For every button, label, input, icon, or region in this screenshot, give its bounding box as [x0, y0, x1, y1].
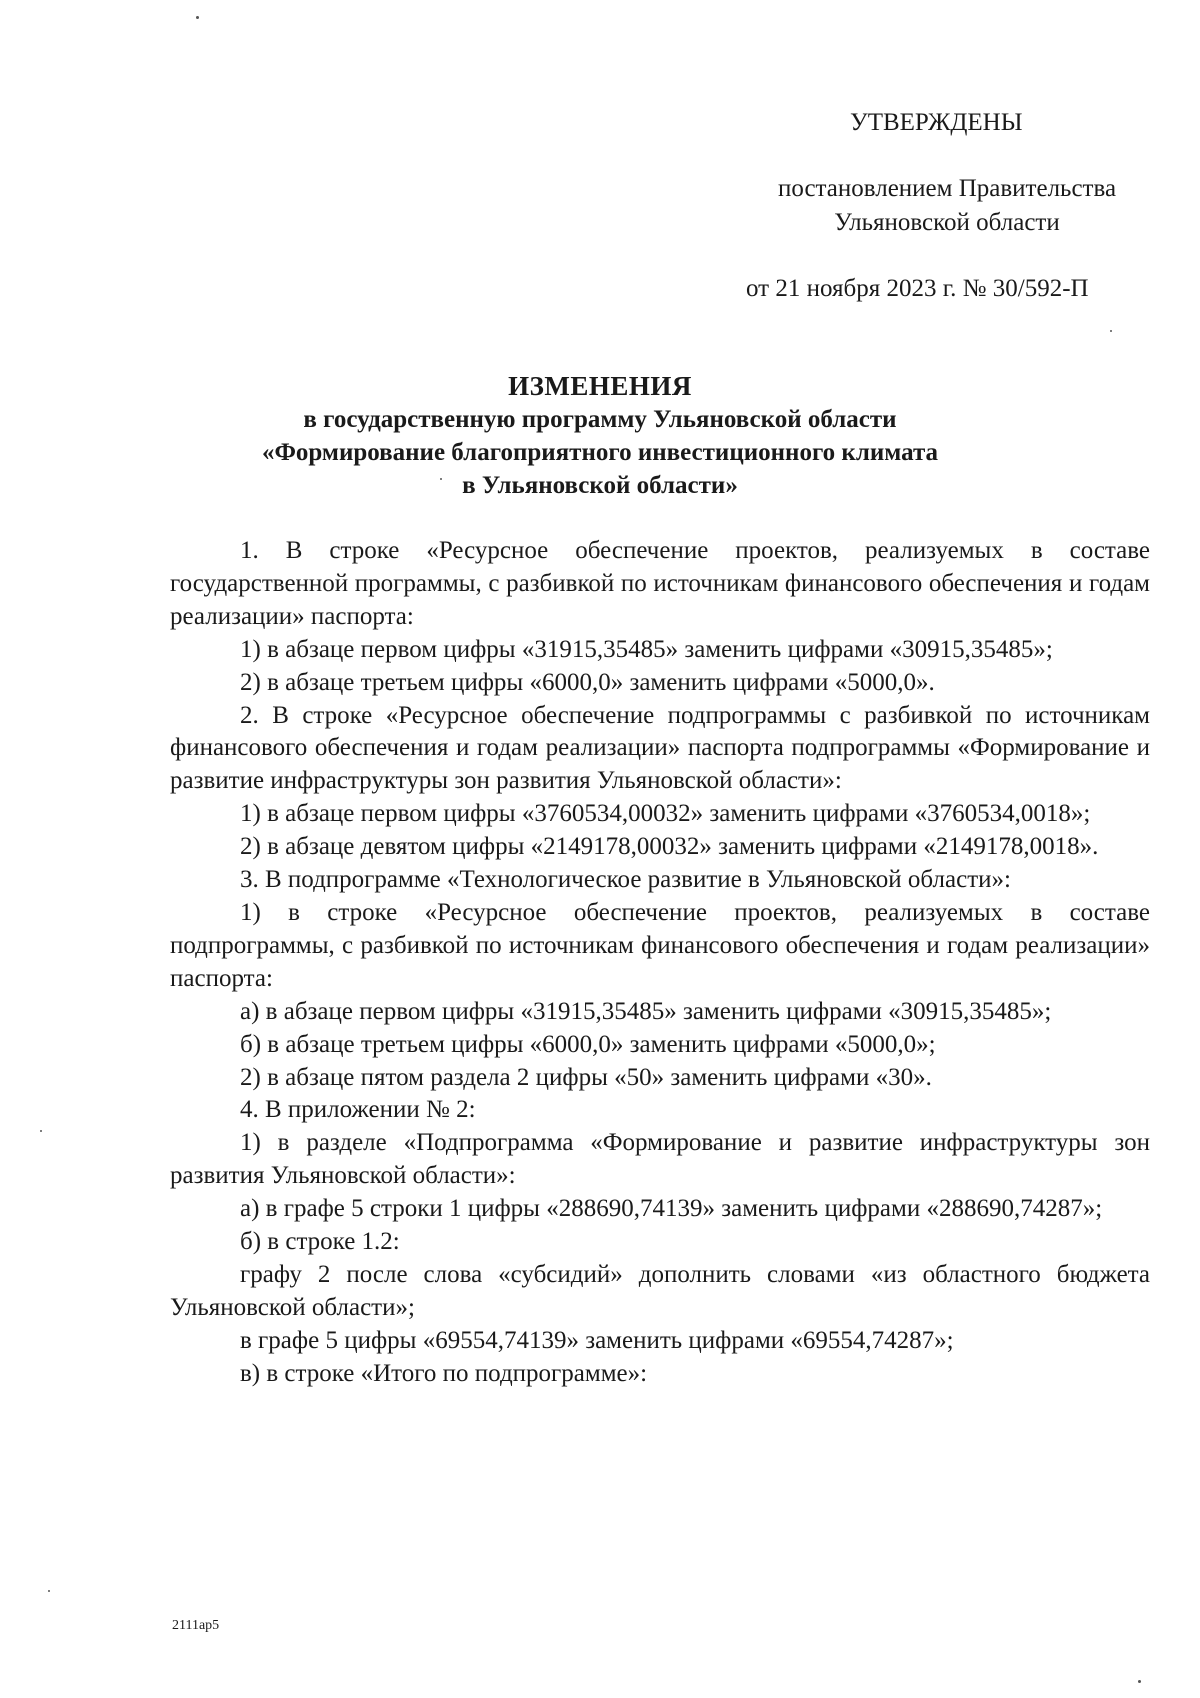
paragraph: 1. В строке «Ресурсное обеспечение проектов, реализуемых в составе государственной программы, с разбивкой по источникам финансового обеспечения и годам реализации» паспорта: [170, 537, 1150, 630]
document-code: 2111ap5 [172, 1618, 220, 1633]
paragraph: а) в абзаце первом цифры «31915,35485» заменить цифрами «30915,35485»; [240, 997, 1052, 1025]
paragraph: 2) в абзаце пятом раздела 2 цифры «50» заменить цифрами «30». [240, 1063, 932, 1091]
approval-by-line1: постановлением Правительства [777, 175, 1117, 202]
document-heading [180, 370, 1020, 502]
paragraph: 1) в абзаце первом цифры «3760534,00032» заменить цифрами «3760534,0018»; [240, 800, 1091, 828]
scan-speck [196, 16, 199, 19]
approval-by [752, 172, 1142, 240]
document-body [170, 535, 1150, 1391]
scan-speck [48, 1590, 50, 1592]
approval-date: от 21 ноября 2023 г. № 30/592-П [746, 275, 1089, 302]
scan-speck [40, 1130, 42, 1132]
scan-speck [1138, 1680, 1141, 1683]
paragraph: 1) в строке «Ресурсное обеспечение проектов, реализуемых в составе подпрограммы, с разбивкой по источникам финансового обеспечения и годам реализации» паспорта: [170, 898, 1150, 992]
paragraph: 4. В приложении № 2: [240, 1096, 476, 1124]
approval-by-line2: Ульяновской области [834, 209, 1060, 236]
paragraph: 1) в абзаце первом цифры «31915,35485» заменить цифрами «30915,35485»; [240, 635, 1053, 663]
paragraph: графу 2 после слова «субсидий» дополнить словами «из областного бюджета Ульяновской области»; [170, 1260, 1150, 1321]
paragraph: б) в абзаце третьем цифры «6000,0» заменить цифрами «5000,0»; [240, 1030, 936, 1058]
paragraph: б) в строке 1.2: [240, 1228, 400, 1256]
paragraph: в графе 5 цифры «69554,74139» заменить цифрами «69554,74287»; [240, 1326, 954, 1354]
heading-title: ИЗМЕНЕНИЯ [508, 371, 692, 401]
scan-speck [440, 478, 442, 480]
paragraph: а) в графе 5 строки 1 цифры «288690,74139» заменить цифрами «288690,74287»; [240, 1195, 1103, 1223]
paragraph: 2) в абзаце третьем цифры «6000,0» заменить цифрами «5000,0». [240, 668, 935, 696]
approval-title: УТВЕРЖДЕНЫ [850, 109, 1023, 136]
paragraph: 1) в разделе «Подпрограмма «Формирование и развитие инфраструктуры зон развития Ульяновской области»: [170, 1129, 1150, 1190]
paragraph: 2) в абзаце девятом цифры «2149178,00032» заменить цифрами «2149178,0018». [240, 833, 1099, 861]
paragraph: 3. В подпрограмме «Технологическое развитие в Ульяновской области»: [240, 866, 1011, 894]
heading-line2: «Формирование благоприятного инвестиционного климата [261, 439, 939, 466]
scan-speck [1110, 330, 1112, 332]
heading-line3: в Ульяновской области» [462, 472, 738, 499]
heading-line1: в государственную программу Ульяновской области [303, 406, 897, 433]
paragraph: в) в строке «Итого по подпрограмме»: [240, 1359, 648, 1387]
paragraph: 2. В строке «Ресурсное обеспечение подпрограммы с разбивкой по источникам финансового обеспечения и годам реализации» паспорта подпрограммы «Формирование и развитие инфраструктуры зон развития Ульяновской области»: [170, 701, 1150, 795]
